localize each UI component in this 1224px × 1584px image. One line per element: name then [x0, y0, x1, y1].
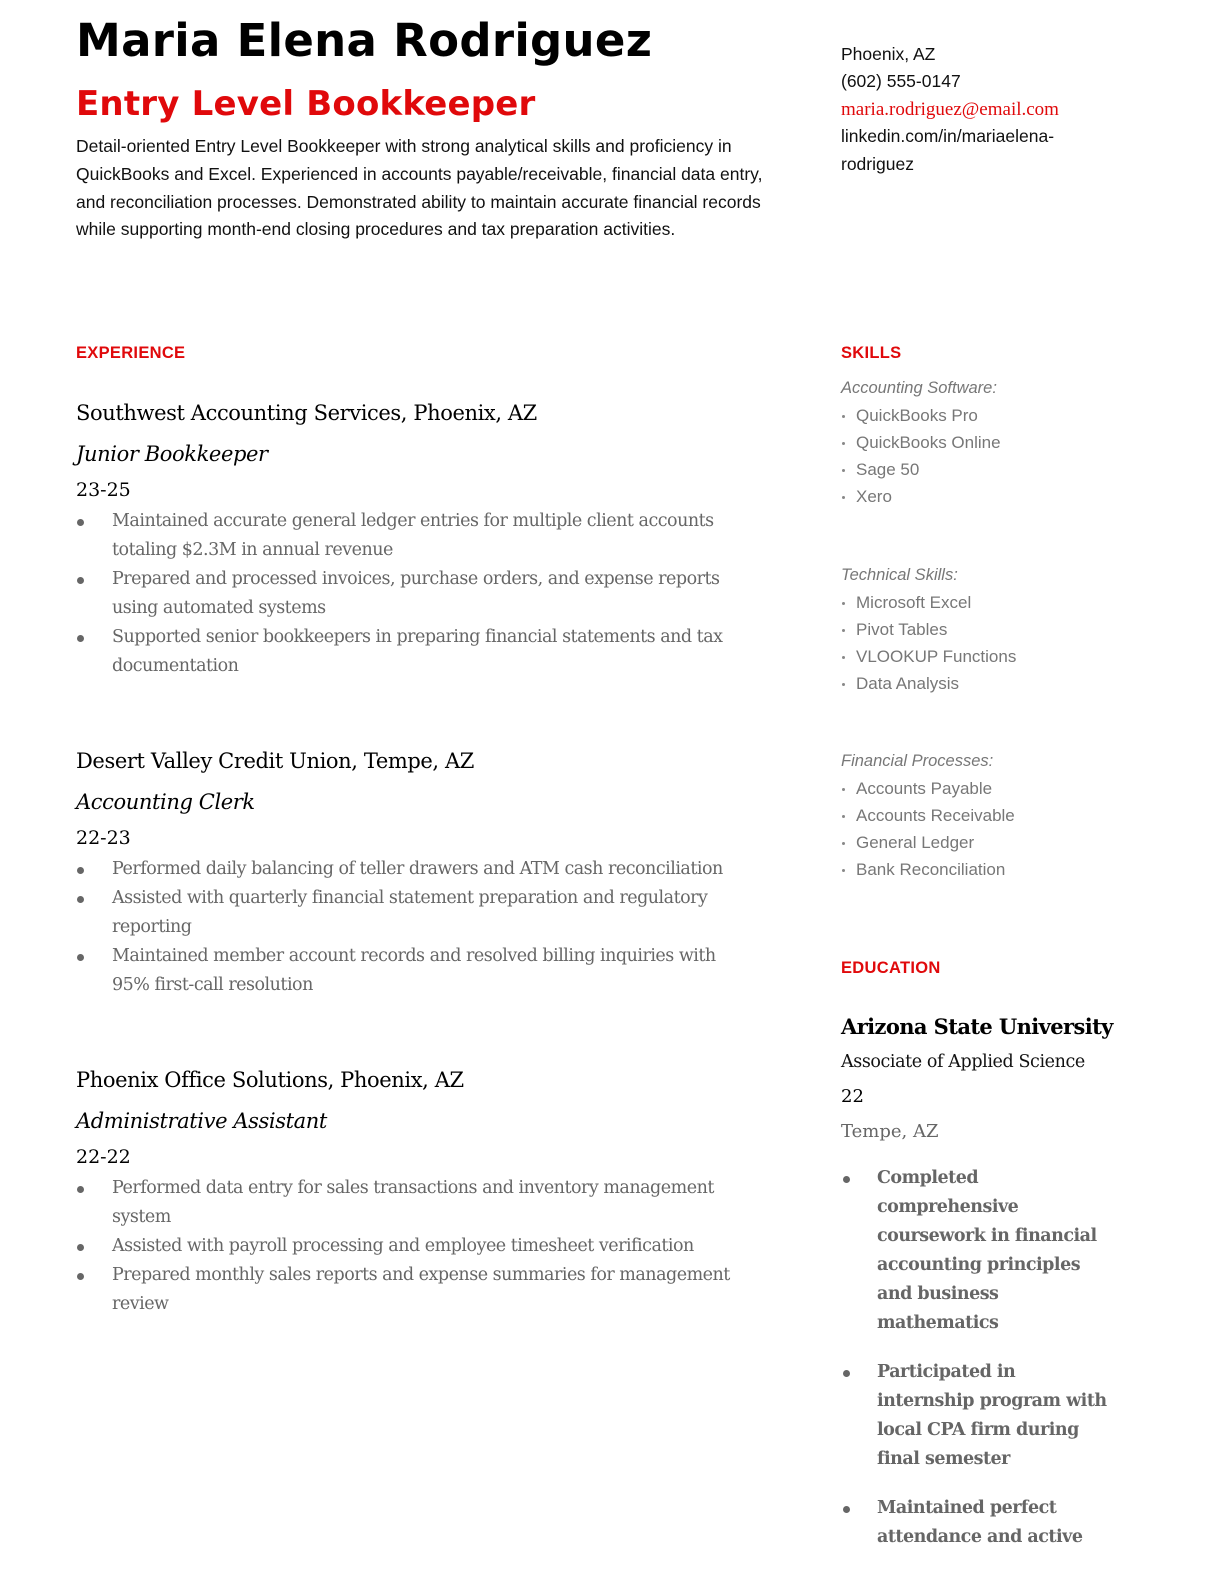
school-name: Arizona State University	[841, 1014, 1113, 1039]
contact-block	[841, 41, 1141, 178]
job-bullet: Prepared and processed invoices, purchase orders, and expense reports using automated systems	[76, 565, 752, 623]
company-name: Southwest Accounting Services, Phoenix, AZ	[76, 401, 537, 425]
skill-item: Microsoft Excel	[841, 589, 1141, 616]
education-bullet: Participated in internship program with local CPA firm during final semester	[841, 1358, 1117, 1474]
job-bullets	[76, 1174, 796, 1319]
job-dates: 22-23	[76, 827, 131, 849]
skill-item: QuickBooks Online	[841, 429, 1141, 456]
bullet-icon	[842, 788, 845, 791]
job-role: Administrative Assistant	[76, 1109, 327, 1133]
contact-email-link[interactable]: maria.rodriguez@email.com	[841, 98, 1059, 120]
contact-location: Phoenix, AZ	[841, 44, 936, 64]
skills-heading: SKILLS	[841, 344, 902, 362]
education-bullets	[841, 1164, 1141, 1552]
skill-list	[841, 402, 1141, 510]
bullet-icon	[842, 415, 845, 418]
skill-group	[841, 375, 1141, 510]
bullet-icon	[77, 1244, 84, 1251]
education-heading: EDUCATION	[841, 959, 941, 977]
job-bullets	[76, 855, 796, 1000]
contact-linkedin-link[interactable]: linkedin.com/in/mariaelena- rodriguez	[841, 126, 1055, 174]
bullet-icon	[843, 1506, 850, 1513]
education-bullet: Completed comprehensive coursework in financial accounting principles and business mathematics	[841, 1164, 1117, 1338]
job-dates: 22-22	[76, 1146, 131, 1168]
bullet-icon	[843, 1370, 850, 1377]
skill-item: Sage 50	[841, 456, 1141, 483]
job-bullet: Maintained member account records and resolved billing inquiries with 95% first-call resolution	[76, 942, 752, 1000]
skill-item: Data Analysis	[841, 670, 1141, 697]
skill-group	[841, 748, 1141, 883]
bullet-icon	[842, 442, 845, 445]
job-entry	[76, 398, 796, 681]
job-bullets	[76, 507, 796, 681]
skill-item: General Ledger	[841, 829, 1141, 856]
job-bullet: Maintained accurate general ledger entries for multiple client accounts totaling $2.3M in annual revenue	[76, 507, 752, 565]
bullet-icon	[842, 469, 845, 472]
job-dates: 23-25	[76, 479, 131, 501]
job-role: Accounting Clerk	[76, 790, 255, 814]
skill-category: Financial Processes:	[841, 752, 994, 770]
job-entry	[76, 1065, 796, 1319]
bullet-icon	[77, 954, 84, 961]
experience-heading: EXPERIENCE	[76, 344, 186, 362]
skill-item: Pivot Tables	[841, 616, 1141, 643]
bullet-icon	[842, 842, 845, 845]
contact-phone: (602) 555-0147	[841, 71, 961, 92]
job-bullet: Prepared monthly sales reports and expense summaries for management review	[76, 1261, 752, 1319]
skill-item: QuickBooks Pro	[841, 402, 1141, 429]
skill-list	[841, 589, 1141, 697]
skill-item: VLOOKUP Functions	[841, 643, 1141, 670]
bullet-icon	[843, 1176, 850, 1183]
job-bullet: Performed daily balancing of teller drawers and ATM cash reconciliation	[76, 855, 752, 884]
bullet-icon	[77, 1186, 84, 1193]
skill-item: Accounts Receivable	[841, 802, 1141, 829]
bullet-icon	[77, 577, 84, 584]
summary: Detail-oriented Entry Level Bookkeeper with strong analytical skills and proficiency in QuickBooks and Excel. Experienced in accounts payable/receivable, financial data entry, and reconciliation processes. Demonstrated ability to maintain accurate financial records while supporting month-end closing procedures and tax preparation activities.	[76, 136, 763, 240]
skill-group	[841, 562, 1141, 697]
job-title: Entry Level Bookkeeper	[76, 84, 536, 124]
bullet-icon	[842, 869, 845, 872]
candidate-name: Maria Elena Rodriguez	[76, 14, 653, 67]
skill-item: Bank Reconciliation	[841, 856, 1141, 883]
bullet-icon	[842, 629, 845, 632]
bullet-icon	[77, 867, 84, 874]
skill-item: Accounts Payable	[841, 775, 1141, 802]
bullet-icon	[77, 519, 84, 526]
bullet-icon	[842, 656, 845, 659]
school-location: Tempe, AZ	[841, 1121, 939, 1142]
skill-list	[841, 775, 1141, 883]
bullet-icon	[842, 496, 845, 499]
education-bullet: Maintained perfect attendance and active	[841, 1494, 1117, 1552]
job-bullet: Assisted with payroll processing and employee timesheet verification	[76, 1232, 752, 1261]
job-bullet: Supported senior bookkeepers in preparing financial statements and tax documentation	[76, 623, 752, 681]
graduation-year: 22	[841, 1086, 864, 1107]
skill-category: Technical Skills:	[841, 566, 958, 584]
bullet-icon	[842, 683, 845, 686]
job-bullet: Assisted with quarterly financial statement preparation and regulatory reporting	[76, 884, 752, 942]
bullet-icon	[77, 1273, 84, 1280]
bullet-icon	[842, 815, 845, 818]
bullet-icon	[77, 635, 84, 642]
job-bullet: Performed data entry for sales transactions and inventory management system	[76, 1174, 752, 1232]
bullet-icon	[842, 602, 845, 605]
skill-item: Xero	[841, 483, 1141, 510]
bullet-icon	[77, 896, 84, 903]
job-entry	[76, 746, 796, 1000]
education-entry	[841, 1010, 1141, 1572]
degree: Associate of Applied Science	[841, 1052, 1085, 1072]
job-role: Junior Bookkeeper	[76, 442, 268, 466]
company-name: Desert Valley Credit Union, Tempe, AZ	[76, 749, 474, 773]
skill-category: Accounting Software:	[841, 379, 997, 397]
company-name: Phoenix Office Solutions, Phoenix, AZ	[76, 1068, 464, 1092]
